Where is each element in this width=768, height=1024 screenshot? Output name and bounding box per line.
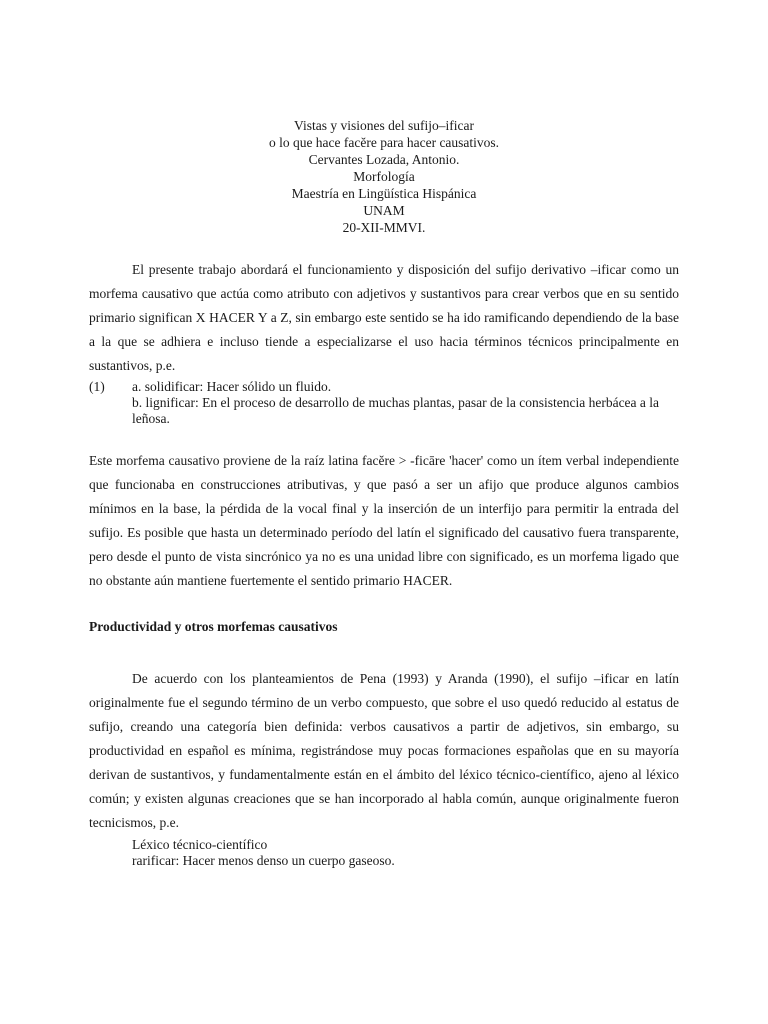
example-items <box>132 379 679 427</box>
subtitle-line: o lo que hace facĕre para hacer causativos. <box>268 135 500 150</box>
paragraph-origin: Este morfema causativo proviene de la raíz latina facĕre > -ficāre 'hacer' como un ítem verbal independiente que funcionaba en construcciones atributivas, y que pasó a ser un afijo que produce algunos cambios mínimos en la base, la pérdida de la vocal final y la inserción de un interfijo para permitir la entrada del sufijo. Es posible que hasta un determinado período del latín el significado del causativo fuera transparente, pero desde el punto de vista sincrónico ya no es una unidad libre con significado, es un morfema ligado que no obstante aún mantiene fuertemente el sentido primario HACER. <box>89 453 679 588</box>
title-line: Vistas y visiones del sufijo–ificar <box>294 118 474 133</box>
institution-line: UNAM <box>363 203 405 218</box>
author-line: Cervantes Lozada, Antonio. <box>308 152 460 167</box>
title-block <box>89 117 679 236</box>
lexicon-item: rarificar: Hacer menos denso un cuerpo gaseoso. <box>132 853 395 868</box>
date-line: 20-XII-MMVI. <box>342 220 426 235</box>
paragraph-productivity: De acuerdo con los planteamientos de Pena (1993) y Aranda (1990), el sufijo –ificar en latín originalmente fue el segundo término de un verbo compuesto, que sobre el uso quedó reducido al estatus de sufijo, creando una categoría bien definida: verbos causativos a partir de adjetivos, sin embargo, su productividad en español es mínima, registrándose muy pocas formaciones españolas que en su mayoría derivan de sustantivos, y fundamentalmente están en el ámbito del léxico técnico-científico, ajeno al léxico común; y existen algunas creaciones que se han incorporado al habla común, aunque originalmente fueron tecnicismos, p.e. <box>89 671 679 830</box>
paragraph-intro: El presente trabajo abordará el funcionamiento y disposición del sufijo derivativo –ificar como un morfema causativo que actúa como atributo con adjetivos y sustantivos para crear verbos que en su sentido primario significan X HACER Y a Z, sin embargo este sentido se ha ido ramificando dependiendo de la base a la que se adhiera e incluso tiende a especializarse el uso hacia términos técnicos principalmente en sustantivos, p.e. <box>89 262 679 373</box>
program-line: Maestría en Lingüística Hispánica <box>291 186 477 201</box>
example-item: a. solidificar: Hacer sólido un fluido. <box>132 379 332 394</box>
example-number: (1) <box>89 379 105 394</box>
example-item: b. lignificar: En el proceso de desarrollo de muchas plantas, pasar de la consistencia herbácea a la leñosa. <box>132 395 660 426</box>
lexicon-heading: Léxico técnico-científico <box>132 837 268 852</box>
section-heading: Productividad y otros morfemas causativos <box>89 619 338 634</box>
lexicon-list <box>89 837 679 869</box>
course-line: Morfología <box>353 169 415 184</box>
example-block <box>89 379 679 427</box>
